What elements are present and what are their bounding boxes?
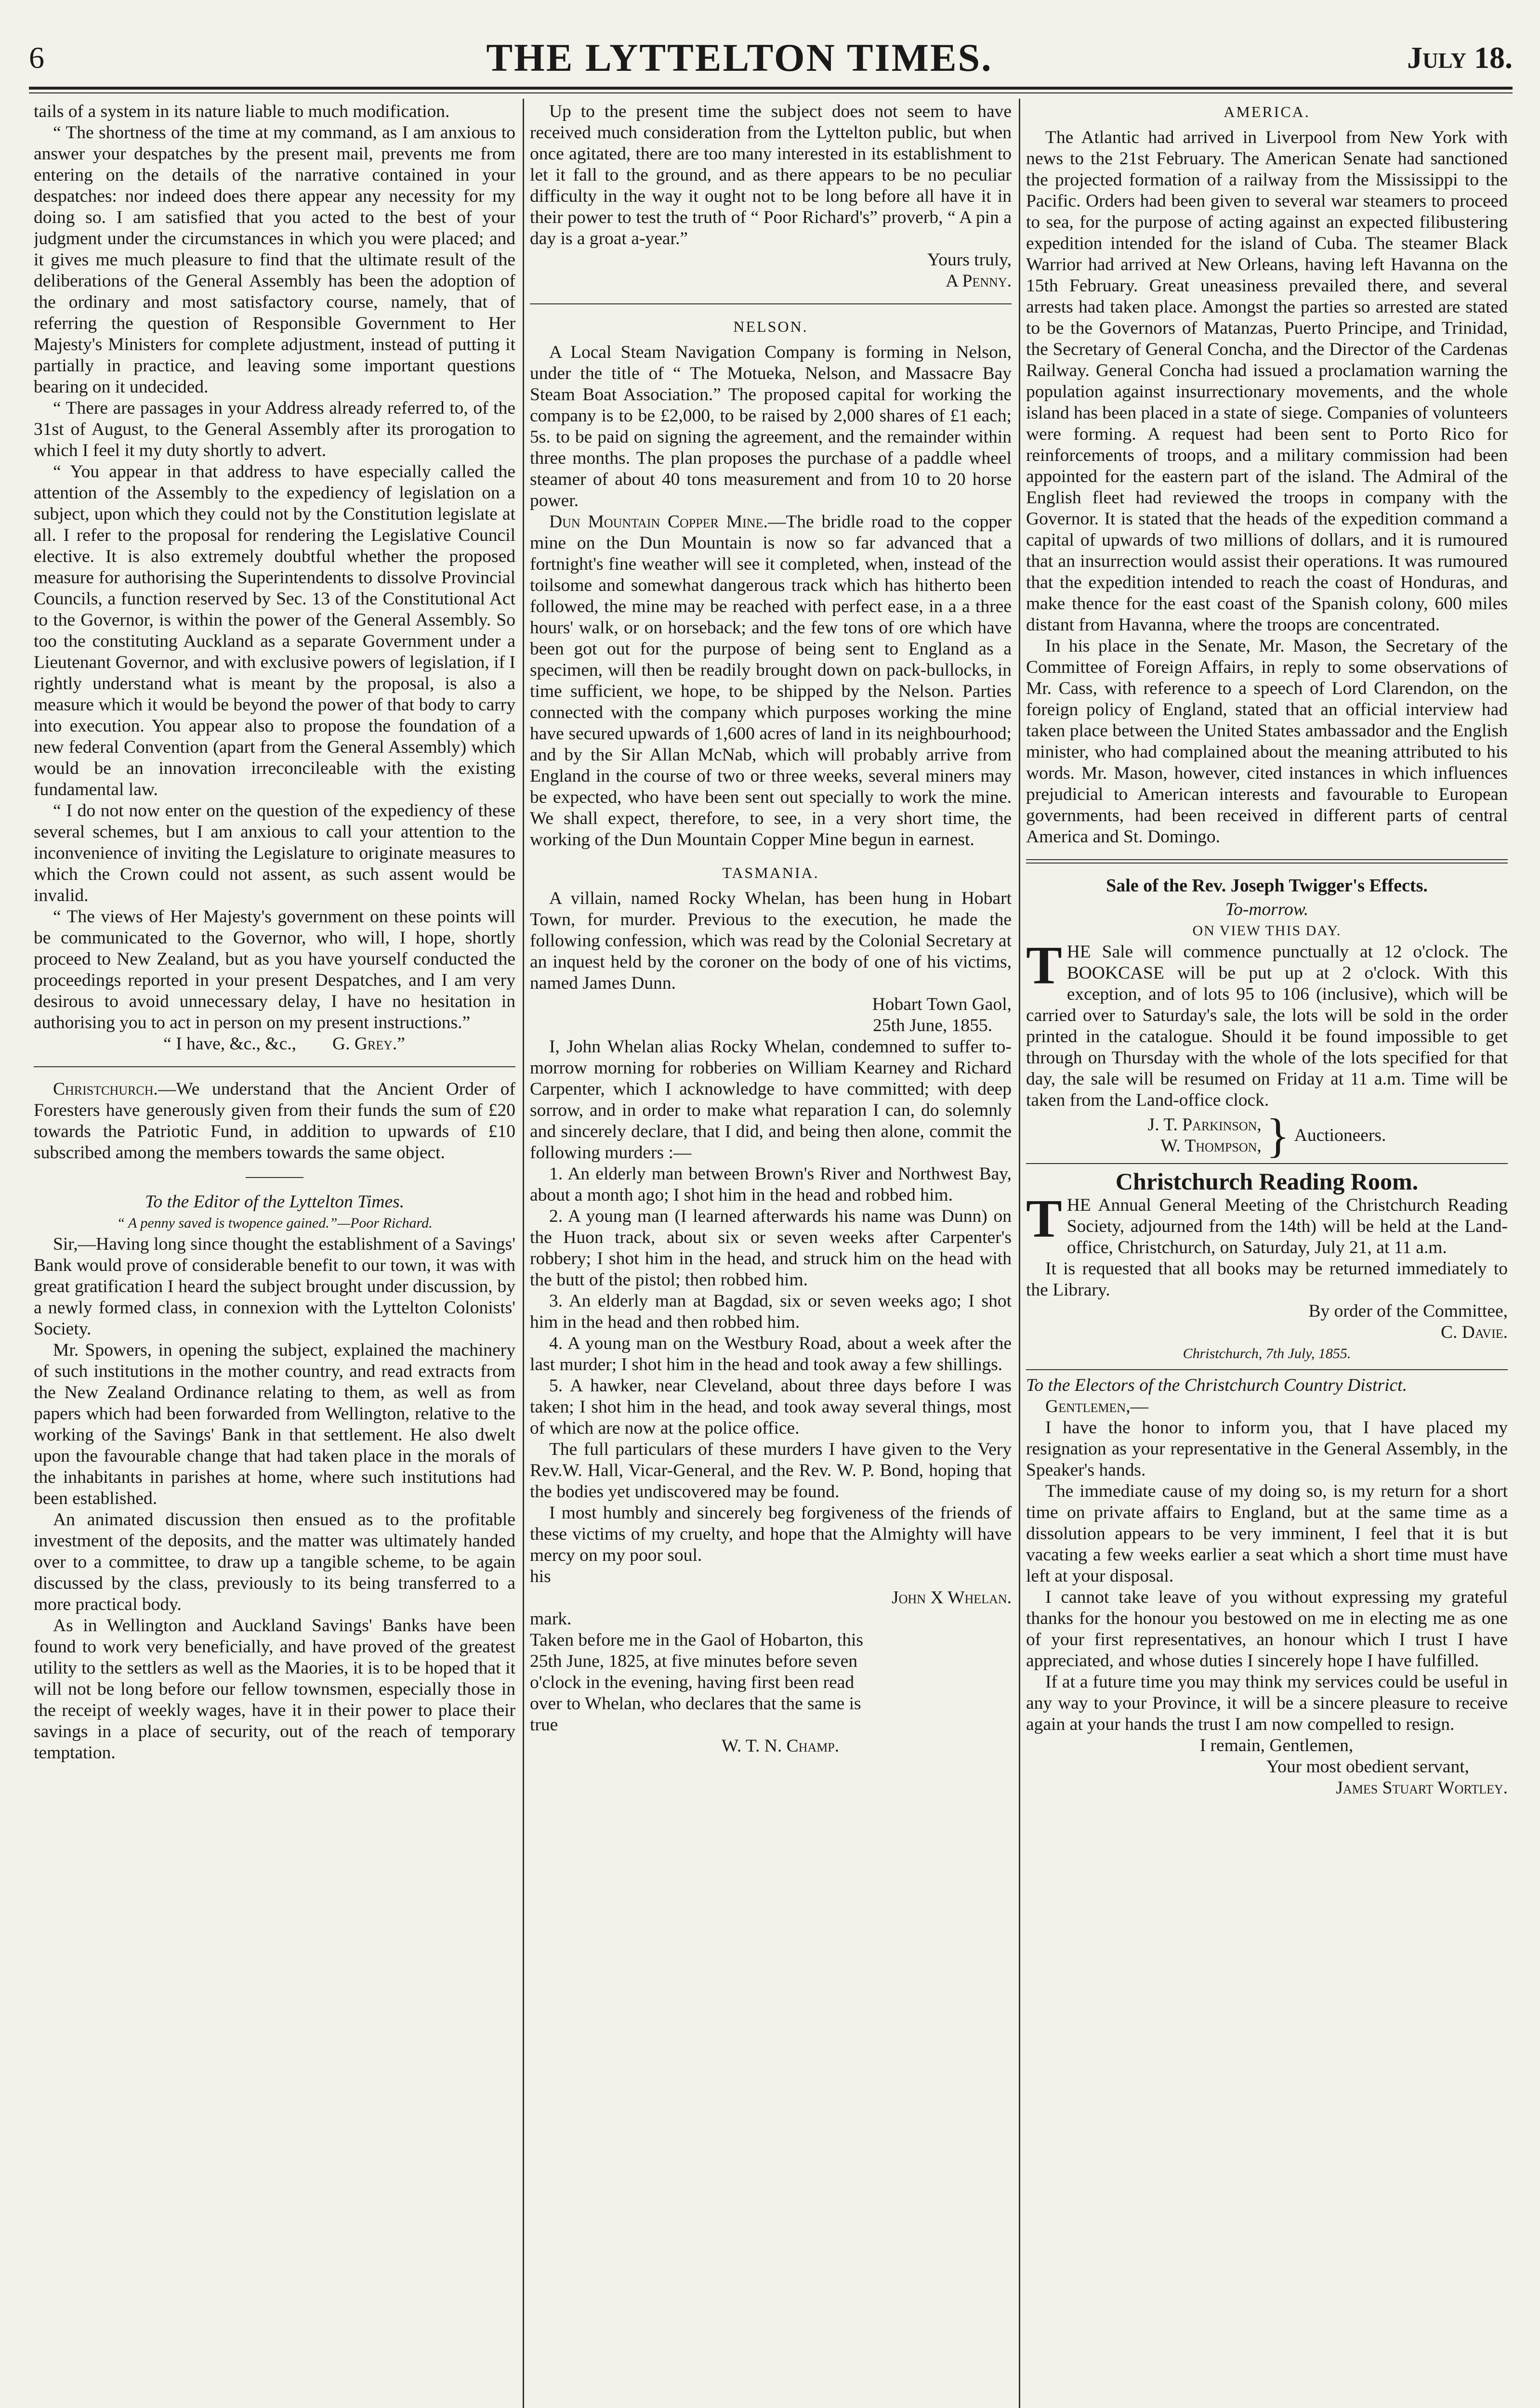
auctioneer-1: J. T. Parkinson, xyxy=(1147,1115,1262,1135)
reading-room-p2: It is requested that all books may be returned immediately to the Library. xyxy=(1026,1259,1508,1300)
savings-letter-p1: Sir,—Having long since thought the establishment of a Savings' Bank would prove of considerable benefit to our town, it was with great gratification I heard the subject brought under discussion, by a newly formed class, in connexion with the Lyttelton Colonists' Society. xyxy=(34,1234,515,1339)
coroner-signature: W. T. N. Champ. xyxy=(721,1736,840,1756)
foresters-lead: Christchurch. xyxy=(53,1079,158,1099)
auctioneers-block xyxy=(1026,1109,1508,1162)
reading-room-order: By order of the Committee, xyxy=(1308,1301,1508,1321)
electors-p1: I have the honor to inform you, that I have placed my resignation as your representative in the General Assembly, in the Speaker's hands. xyxy=(1026,1418,1508,1480)
masthead xyxy=(29,34,1513,82)
savings-letter-p4: As in Wellington and Auckland Savings' Banks have been found to work very beneficially, and have proved of the greatest utility to the settlers as well as the Maories, it is to be hoped that it will not be long before our fellow townsmen, especially those in the receipt of weekly wages, have it in their power to place their savings in a place of security, out of the reach of temporary temptation. xyxy=(34,1616,515,1763)
tasmania-date: 25th June, 1855. xyxy=(873,1016,992,1035)
tasmania-p4: I most humbly and sincerely beg forgiveness of the friends of these victims of my cruelty, and hope that the Almighty will have mercy on my poor soul. xyxy=(530,1503,1012,1565)
mark-his: his xyxy=(530,1567,551,1586)
grey-letter-p1: tails of a system in its nature liable to much modification. xyxy=(34,102,450,121)
brace-icon: } xyxy=(1266,1109,1290,1162)
column-divider-2 xyxy=(1019,99,1020,2408)
auctioneers-label: Auctioneers. xyxy=(1294,1125,1386,1145)
reading-room-text xyxy=(1026,1189,1508,1258)
page-number: 6 xyxy=(29,40,44,75)
sale-view: ON VIEW THIS DAY. xyxy=(1192,923,1342,939)
masthead-rule-thin xyxy=(29,92,1513,93)
reading-room-signature: C. Davie. xyxy=(1441,1322,1508,1342)
foresters-text: —We understand that the Ancient Order of Foresters have generously given from their funds the sum of £20 towards the Patriotic Fund, in addition to upwards of £10 subscribed among the members towards the same object. xyxy=(34,1079,515,1163)
murder-3: 3. An elderly man at Bagdad, six or seven weeks ago; I shot him in the head and then robbed him. xyxy=(530,1291,1012,1332)
electors-salutation: Gentlemen,— xyxy=(1045,1397,1149,1416)
murder-1: 1. An elderly man between Brown's River and Northwest Bay, about a month ago; I shot him in the head and robbed him. xyxy=(530,1164,1012,1205)
nelson-p1: A Local Steam Navigation Company is forming in Nelson, under the title of “ The Motueka, Nelson, and Massacre Bay Steam Boat Association.” The proposed capital for working the company is to be £2,000, to be raised by 2,000 shares of £1 each; 5s. to be paid on signing the agreement, and the remainder within three months. The plan proposes the purchase of a paddle wheel steamer of about 40 tons measurement and from 10 to 20 horse power. xyxy=(530,342,1012,510)
nelson-p2 xyxy=(530,511,1012,851)
column-divider-1 xyxy=(523,99,524,2408)
tasmania-heading: TASMANIA. xyxy=(722,864,819,881)
section-divider xyxy=(530,303,1012,304)
double-rule xyxy=(1026,859,1508,864)
reading-room-dateline: Christchurch, 7th July, 1855. xyxy=(1183,1346,1351,1361)
section-divider xyxy=(1026,1369,1508,1370)
america-p2: In his place in the Senate, Mr. Mason, the Secretary of the Committee of Foreign Affairs, in reply to some observations of Mr. Cass, with reference to a speech of Lord Clarendon, on the foreign policy of England, stated that an official interview had taken place between the United States ambassador and the English minister, who had complained about the meaning attributed to his words. Mr. Mason, however, cited instances in which influences prejudicial to American interests and favourable to European governments, had been received in different parts of central America and St. Domingo. xyxy=(1026,636,1508,847)
section-divider xyxy=(34,1066,515,1067)
electors-p2: The immediate cause of my doing so, is my return for a short time on private affairs to England, but at the same time as a dissolution appears to be very imminent, I feel that it is but vacating a few weeks earlier a seat which a short time must have left at your disposal. xyxy=(1026,1481,1508,1586)
short-rule xyxy=(246,1177,303,1178)
electors-signature: James Stuart Wortley. xyxy=(1336,1778,1508,1798)
tasmania-p1: A villain, named Rocky Whelan, has been hung in Hobart Town, for murder. Previous to the execution, he made the following confession, which was read by the Colonial Secretary at an inquest held by the coroner on the body of one of his victims, named James Dunn. xyxy=(530,889,1012,993)
america-heading: AMERICA. xyxy=(1224,103,1310,120)
sale-body: HE Sale will commence punctually at 12 o'clock. The BOOKCASE will be put up at 2 o'clock. With this exception, and of lots 95 to 106 (inclusive), which will be carried over to Saturday's sale, the lots will be sold in the order printed in the catalogue. Should it be found impossible to get through on Thursday with the whole of the lots specified for that day, the sale will be resumed on Friday at 11 a.m. Time will be taken from the Land-office clock. xyxy=(1026,942,1508,1110)
savings-letter-p3: An animated discussion then ensued as to the profitable investment of the deposits, and the matter was ultimately handed over to a committee, to draw up a tangible scheme, to be again discussed by the class, previously to its being transferred to a more practical body. xyxy=(34,1510,515,1614)
tasmania-place: Hobart Town Gaol, xyxy=(872,995,1012,1014)
tasmania-p2: I, John Whelan alias Rocky Whelan, condemned to suffer to-morrow morning for robberies on William Kearney and Richard Carpenter, which I acknowledge to have committed; with deep sorrow, and in order to make what reparation I can, do solemnly and sincerely declare, that I did, and being then alone, commit the following murders :— xyxy=(530,1037,1012,1163)
attestation: Taken before me in the Gaol of Hobarton, this 25th June, 1825, at five minutes before seven o'clock in the evening, having first been read over to Whelan, who declares that the same is true xyxy=(530,1630,863,1735)
reading-room-heading: Christchurch Reading Room. xyxy=(1115,1168,1419,1195)
electors-p3: I cannot take leave of you without expressing my grateful thanks for the honour you bestowed on me in electing me as one of your first representatives, an honour which I trust I have appreciated, and whose duties I sincerely hope I have fulfilled. xyxy=(1026,1587,1508,1671)
section-divider xyxy=(1026,1163,1508,1164)
reading-room-body: HE Annual General Meeting of the Christchurch Reading Society, adjourned from the 14th) will be held at the Land-office, Christchurch, on Saturday, July 21, at 11 a.m. xyxy=(1066,1195,1508,1257)
murder-5: 5. A hawker, near Cleveland, about three days before I was taken; I shot him in the head, and took away several things, most of which are now at the police office. xyxy=(530,1376,1012,1438)
grey-letter-p6: “ The views of Her Majesty's government on these points will be communicated to the Governor, who will, I hope, shortly proceed to New Zealand, but as you have yourself conducted the proceedings reported in your present Despatches, and I am very desirous to avoid unnecessary delay, I have no hesitation in authorising you to act in person on my present instructions.” xyxy=(34,907,515,1033)
dun-mountain-text: —The bridle road to the copper mine on the Dun Mountain is now so far advanced that a fortnight's fine weather will see it completed, when, instead of the toilsome and somewhat dangerous track which has hitherto been followed, the mine may be reached with perfect ease, in a a three hours' walk, or on horseback; and the few tons of ore which have been got out for the purpose of being sent to England as a specimen, will then be readily brought down on pack-bullocks, in time sufficient, we hope, to be shipped by the Nelson. Parties connected with the company which purposes working the mine have secured upwards of 1,600 acres of land in its neighbourhood; and by the Sir Allan McNab, which will probably arrive from England in the course of two or three weeks, several miners may be expected, who have been sent out specially to work the mine. We shall expect, therefore, to see, in a very short time, the working of the Dun Mountain Copper Mine begun in earnest. xyxy=(530,512,1012,850)
sale-text xyxy=(1026,936,1508,1111)
tasmania-p3: The full particulars of these murders I have given to the Very Rev.W. Hall, Vicar-General, and the Rev. W. P. Bond, hoping that the bodies yet undiscovered may be found. xyxy=(530,1440,1012,1502)
reading-room-dropcap: T xyxy=(1026,1189,1062,1249)
grey-letter-closing-text: “ I have, &c., &c., xyxy=(163,1034,296,1054)
savings-cont-p1: Up to the present time the subject does not seem to have received much consideration from the Lyttelton public, but when once agitated, there are too many interested in its establishment to let it fall to the ground, and as there appears to be no peculiar difficulty in the way it ought not to be long before all have it in their power to test the truth of “ Poor Richard's” proverb, “ A pin a day is a groat a-year.” xyxy=(530,102,1012,249)
grey-letter-p5: “ I do not now enter on the question of the expediency of these several schemes, but I am anxious to call your attention to the inconvenience of inviting the Legislature to originate measures to which the Crown could not assent, as such assent would be invalid. xyxy=(34,801,515,905)
electors-closing-1: I remain, Gentlemen, xyxy=(1199,1736,1354,1755)
savings-letter-p2: Mr. Spowers, in opening the subject, explained the machinery of such institutions in the mother country, and read extracts from the New Zealand Ordinance relating to them, as well as from papers which had been forwarded from Wellington, relative to the working of the Savings' Bank in that settlement. He also dwelt upon the favourable change that had taken place in the morals of the inhabitants in parishes at home, where such institutions had been established. xyxy=(34,1340,515,1508)
electors-closing-2: Your most obedient servant, xyxy=(1266,1757,1469,1777)
sale-subheading: To-morrow. xyxy=(1225,900,1309,919)
murder-2: 2. A young man (I learned afterwards his name was Dunn) on the Huon track, about six or seven weeks after Carpenter's robbery; I shot him in the head, and struck him on the head with the butt of the pistol; then robbed him. xyxy=(530,1206,1012,1290)
grey-letter-p2: “ The shortness of the time at my command, as I am anxious to answer your despatches by the present mail, prevents me from entering on the details of the narrative contained in your despatches: nor indeed does there appear any necessity for my doing so. I am satisfied that you acted to the best of your judgment under the circumstances in which you were placed; and it gives me much pleasure to find that the ultimate result of the deliberations of the General Assembly has been the adoption of the ordinary and most satisfactory course, namely, that of referring the question of Responsible Government to Her Majesty's Ministers for complete adjustment, instead of putting it partially in practice, and leaving some important questions bearing on it undecided. xyxy=(34,123,515,397)
column-1 xyxy=(34,101,515,2408)
newspaper-title: THE LYTTELTON TIMES. xyxy=(486,36,993,79)
america-p1: The Atlantic had arrived in Liverpool from New York with news to the 21st February. The American Senate had sanctioned the projected formation of a railway from the Mississippi to the Pacific. Orders had been given to several war steamers to proceed to sea, for the purpose of acting against an expected filibustering expedition intended for the island of Cuba. The steamer Black Warrior had arrived at New Orleans, having left Havanna on the 15th February. Great uneasiness prevailed there, and several arrests had taken place. Amongst the parties so arrested are stated to be the Governors of Matanzas, Puerto Principe, and Trinidad, the Secretary of General Concha, and the Director of the Cardenas Railway. General Concha had issued a proclamation warning the population against insurrectionary movements, and the whole island has been placed in a state of siege. Companies of volunteers were forming. A request had been sent to Porto Rico for reinforcements of troops, and a military commission had been appointed for the eastern part of the island. The Admiral of the English fleet had reviewed the troops in company with the Governor. It is stated that the heads of the expedition command a capital of upwards of two millions of dollars, and it is rumoured that an insurrection would assist their operations. It was rumoured that the expedition intended to reach the coast of Honduras, and make thence for the east coast of the Spanish colony, 600 miles distant from Havanna, where the troops are concentrated. xyxy=(1026,128,1508,635)
issue-date: July 18. xyxy=(1407,40,1513,75)
dun-mountain-lead: Dun Mountain Copper Mine. xyxy=(549,512,768,532)
savings-cont-signature: A Penny. xyxy=(946,271,1012,291)
grey-letter-closing xyxy=(34,1034,515,1055)
grey-letter-p4: “ You appear in that address to have especially called the attention of the Assembly to the expediency of legislation on a subject, upon which they could not by the Constitution legislate at all. I refer to the proposal for rendering the Legislative Council elective. It is also extremely doubtful whether the proposed measure for authorising the Superintendents to dissolve Provincial Councils, a function reserved by Sec. 13 of the Constitutional Act to the Governor, is within the power of the General Assembly. So too the constituting Auckland as a separate Government under a Lieutenant Governor, and with exclusive powers of legislation, if I rightly understand what is meant by the proposal, is also a measure which it would be beyond the power of that body to carry into execution. You appear also to propose the foundation of a new federal Convention (apart from the General Assembly) which would be an innovation irreconcileable with the existing fundamental law. xyxy=(34,462,515,799)
grey-letter-signature: G. Grey.” xyxy=(332,1034,405,1054)
auctioneer-2: W. Thompson, xyxy=(1160,1136,1262,1156)
nelson-heading: NELSON. xyxy=(733,318,808,335)
sale-heading: Sale of the Rev. Joseph Twigger's Effects. xyxy=(1106,876,1428,896)
electors-heading: To the Electors of the Christchurch Country District. xyxy=(1026,1375,1407,1395)
column-2 xyxy=(530,101,1012,2408)
murder-4: 4. A young man on the Westbury Road, about a week after the last murder; I shot him in the head and took away a few shillings. xyxy=(530,1334,1012,1374)
savings-cont-closing: Yours truly, xyxy=(927,250,1012,270)
mark-word: mark. xyxy=(530,1609,572,1629)
foresters-paragraph xyxy=(34,1079,515,1164)
mark-name: John X Whelan. xyxy=(892,1588,1012,1608)
savings-letter-heading: To the Editor of the Lyttelton Times. xyxy=(145,1192,405,1212)
electors-p4: If at a future time you may think my services could be useful in any way to your Province, it will be a sincere pleasure to receive again at your hands the trust I am now compelled to resign. xyxy=(1026,1672,1508,1734)
grey-letter-p3: “ There are passages in your Address already referred to, of the 31st of August, to the General Assembly after its prorogation to which I feel it my duty shortly to advert. xyxy=(34,398,515,460)
column-3 xyxy=(1026,101,1508,2408)
masthead-rule-thick xyxy=(29,87,1513,90)
savings-letter-motto: “ A penny saved is twopence gained.”—Poor Richard. xyxy=(117,1215,433,1231)
sale-dropcap: T xyxy=(1026,936,1062,995)
